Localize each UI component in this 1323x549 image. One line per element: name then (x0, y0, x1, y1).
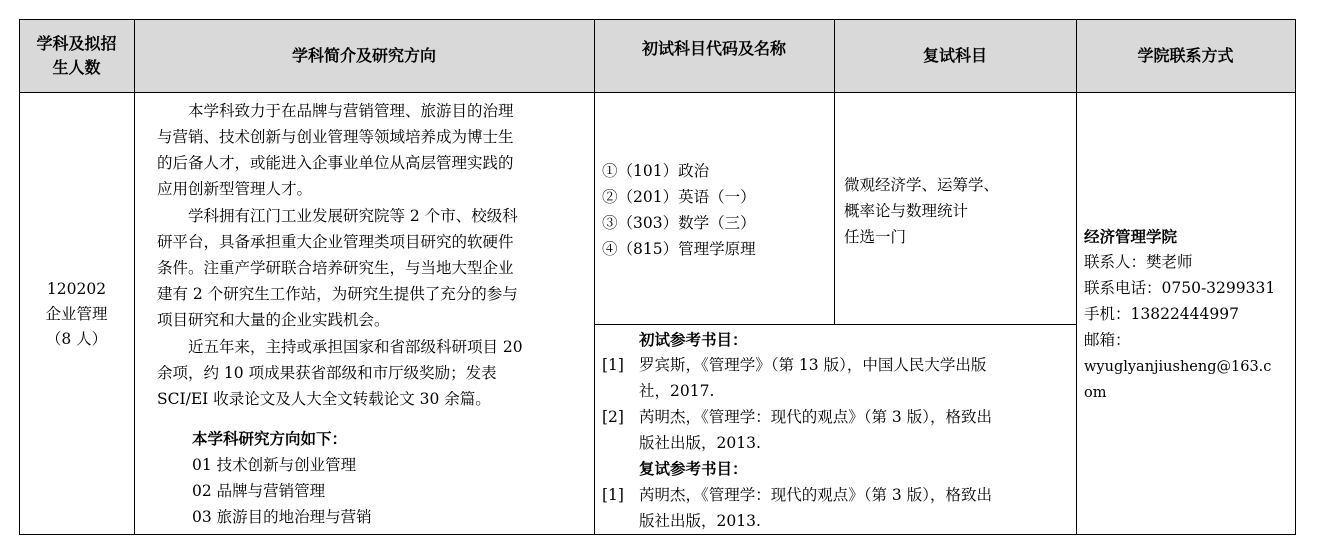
contact-phone: 联系电话：0750-3299331 (1084, 279, 1276, 297)
intro-line: 项目研究和大量的企业实践机会。 (157, 311, 390, 329)
retest-subject-line: 微观经济学、运筹学、 (844, 176, 1000, 194)
exam-subject-item: ③（303）数学（三） (602, 214, 756, 232)
direction-item: 03 旅游目的地治理与营销 (192, 508, 372, 526)
book-line: 芮明杰，《管理学：现代的观点》（第 3 版），格致出 (639, 486, 992, 504)
retest-subject-line: 任选一门 (844, 228, 907, 246)
intro-line: SCI/EI 收录论文及人大全文转载论文 30 余篇。 (157, 390, 491, 408)
header-retest-subjects: 复试科目 (922, 45, 987, 65)
contact-mobile: 手机：13822444997 (1084, 305, 1239, 323)
exam-subject-item: ④（815）管理学原理 (602, 240, 756, 258)
contact-college: 经济管理学院 (1084, 228, 1178, 246)
intro-line: 学科拥有江门工业发展研究院等 2 个市、校级科 (157, 207, 518, 225)
book-line: 版社出版，2013. (639, 512, 761, 530)
border-right (1295, 19, 1296, 535)
col-divider-4 (1076, 19, 1077, 535)
contact-email-line: om (1084, 385, 1107, 401)
col-divider-2 (594, 19, 595, 535)
intro-line: 余项，约 10 项成果获省部级和市厅级奖励；发表 (157, 364, 497, 382)
header-bottom-border (19, 92, 1296, 93)
header-exam-subjects: 初试科目代码及名称 (641, 38, 786, 58)
exam-books-divider (594, 324, 1076, 325)
intro-line: 应用创新型管理人才。 (157, 180, 313, 198)
table-bottom-border (19, 534, 1296, 535)
intro-line: 本学科致力于在品牌与营销管理、旅游目的治理 (157, 102, 514, 120)
book-line: 社，2017. (639, 382, 715, 400)
header-subject-quota-line2: 生人数 (52, 57, 101, 77)
intro-line: 建有 2 个研究生工作站，为研究生提供了充分的参与 (157, 285, 518, 303)
subject-code: 120202 (46, 280, 107, 298)
book-number: [1] (602, 356, 624, 374)
direction-item: 02 品牌与营销管理 (192, 482, 326, 500)
subject-count: （8 人） (45, 330, 108, 348)
header-subject-quota-line1: 学科及拟招 (36, 33, 117, 53)
book-line: 罗宾斯，《管理学》（第 13 版），中国人民大学出版 (639, 356, 987, 374)
intro-line: 近五年来，主持或承担国家和省部级科研项目 20 (157, 338, 523, 356)
initial-books-title: 初试参考书目： (639, 331, 748, 349)
contact-email-label: 邮箱： (1084, 331, 1131, 349)
book-number: [1] (602, 486, 624, 504)
contact-email-line: wyuglyanjiusheng@163.c (1084, 359, 1272, 375)
intro-line: 的后备人才，或能进入企事业单位从高层管理实践的 (157, 154, 514, 172)
header-intro: 学科简介及研究方向 (291, 45, 436, 65)
subject-name: 企业管理 (45, 305, 108, 323)
exam-subject-item: ①（101）政治 (602, 162, 710, 180)
retest-books-title: 复试参考书目： (639, 460, 748, 478)
retest-subject-line: 概率论与数理统计 (844, 202, 969, 220)
intro-line: 条件。注重产学研联合培养研究生，与当地大型企业 (157, 259, 514, 277)
col-divider-1 (134, 19, 135, 535)
direction-item: 01 技术创新与创业管理 (192, 456, 357, 474)
intro-line: 与营销、技术创新与创业管理等领域培养成为博士生 (157, 128, 514, 146)
book-number: [2] (602, 408, 624, 426)
intro-line: 研平台，具备承担重大企业管理类项目研究的软硬件 (157, 233, 514, 251)
header-contact: 学院联系方式 (1137, 45, 1234, 65)
book-line: 版社出版，2013. (639, 434, 761, 452)
contact-person: 联系人：樊老师 (1084, 253, 1193, 271)
book-line: 芮明杰，《管理学：现代的观点》（第 3 版），格致出 (639, 408, 992, 426)
header-subject-quota (19, 19, 134, 92)
directions-title: 本学科研究方向如下： (192, 430, 348, 448)
exam-subject-item: ②（201）英语（一） (602, 188, 756, 206)
